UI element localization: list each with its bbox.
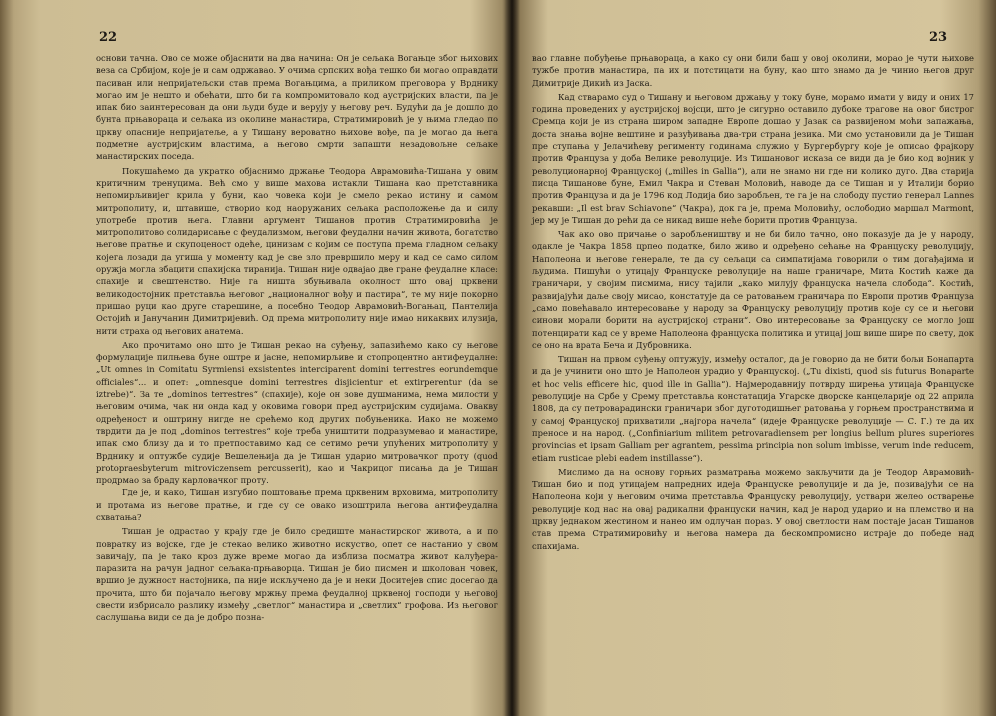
page-number: 22 [99, 30, 118, 45]
paragraph: Где је, и како, Тишан изгубио поштовање према црквеним врховима, митрополиту и протама из његове пратње, и где су се овако изоштрила његова антифеудална схватања? [96, 487, 498, 522]
paragraph: Чак ако ово причање о заробљеништву и не би било тачно, оно показује да је у народу, одакле је Чакра 1858 црпео податке, било живо и одређено сећање на Француску револуцију, Наполеона и његове генерале, те да су сељаци са симпатијама говорили о тим догађајима и људима. Пишући о утицају Француске револуције на наше граничаре, Мита Костић каже да граничари, у својим писмима, нису тајили „како милују француска начела слобода“. Костић, развијајући даље своју мисао, констатује да се ратовањем граничара по Европи против Француза „само повећавало интересовање у народу за Француску револуцију против које су се и његови синови морали борити на аустријској страни“. Ово интересовање за Француску се могло још потенцирати кад се у време Наполеона француска политика и утицај још више шире по свету, док се оно на врата Беча и Дубровника. [532, 229, 974, 350]
paragraph: Тишан на првом суђењу оптужују, између осталог, да је говорио да не бити бољи Бонапарта и да је учинити оно што је Наполеон урадио у Француској. („Tu dixisti, quod sis futurus Bonaparte et hoc velis efficere hic, quod ille in Gallia“). Најмеродавнију потврду ширења утицаја Француске револуције на Србе у Срему претставља констатација Угарске дворске канцеларије од 22 априла 1808, да су петроварадински граничари због дуготодишњег ратовања у горњем пространствима и у самој Француској прихватили „најгора начела“ (идеје Француске револуције — С. Г.) те да их преносе и на народ. („Confiniarium militem petrovaradiensem per longius bellum plures superiores provincias et ipsam Galliam per agrantem, pessima principia non solum imbisse, verum inde reducem, etiam rusticae plebi eadem instillasse“). [532, 354, 974, 463]
right-page [512, 0, 996, 716]
paragraph: Кад стварамо суд о Тишану и његовом држању у току буне, морамо имати у виду и оних 17 година проведених у аустријској војсци, што је сигурно оставило дубоке трагове на овог бистрог Сремца који је из страна широм западне Европе дошао у Јазак са развијеном моћи запажања, доста знања војне вештине и разуђивања два-три страна језика. Ми смо установили да је Тишан пре ступања у Јелачићеву регименту годинама служио у Бургербургу које је описао фрајкору против Француза у доба Велике револуције. Из Тишановог исказа се види да је био код војник у револуционарној Француској („milles in Gallia“), али не знамо ни где ни колико дуго. Два старија писца Тишанове буне, Емил Чакра и Стеван Моловић, наводе да се Тишан и у Италији борио против Француза и да је 1796 код Лодија био заробљен, те га је на слободу пустио генерал Lannes рекавши: „Il est brav Schiavone“ (Чакра), док га је, према Моловићу, ослободио маршал Marmont, јер му је Тишан до рећи да се никад више неће борити против Француза. [532, 91, 974, 225]
paragraph: Покушаћемо да укратко објаснимо држање Теодора Аврамовића-Тишана у овим критичним тренуцима. Већ смо у више махова истакли Тишана као претставника непомирљивијег крила у буни, као човека који је смело рекао истину и самом митрополиту, и, штавише, створио код наоружаних сељака расположење да и силу употребе против њега. Главни аргумент Тишанов против Стратимировића је митрополитово солидарисање с феудализмом, његови феудални начин живота, богатство његове пратње и скупоценост одеће, цинизам с којим се поступа према гладном сељаку којега лозади да угиша у моменту кад је све зло превршило меру и кад се само силом оружја могла збацити спахијска тиранија. Тишан није одвајао две гране феудалне класе: спахије и свештенство. Није га ништа збуњивала околност што овај црквени великодостојник претставља његовог „националног вођу и пастира“, те му није покорно пришао руци као друге старешине, а посебно Теодор Аврамовић-Вогањац, Пантелија Остојић и Јанучанин Димитријевић. Од према митрополиту није имао никаквих илузија, нити страха од његових анатема. [96, 165, 498, 336]
paragraph: Мислимо да на основу горњих разматрања можемо закључити да је Теодор Аврамовић-Тишан био и под утицајем напредних идеја Француске револуције и да је, позивајући се на Наполеона који у његовим очима претставља Француску револуцију, уствари желео остварење револуције код нас на овај радикални француски начин, кад је народ ударио и на племство и на цркву једнаком жестином и нанео им одлучан пораз. У овој светлости нам постаје јасан Тишанов став према Стратимировићу и његова намера да бескомпромисно истраје до победе над спахијама. [532, 466, 974, 551]
paragraph: Тишан је одрастао у крају где је било средиште манастирског живота, а и по повратку из војске, где је стекао велико животно искуство, опет се настанио у свом завичају, па је тако кроз дуже време могао да изблиза посматра живот калуђера-паразита на рачун јадног сељака-прњаворца. Тишан је био писмен и школован човек, вршио је дужност настојника, па није искључено да је и неки Доситејев спис досегао да прочита, што би појачало његову мржњу према феудалној црквеној господи у његовој свести избрисало разлику између „светлог“ манастира и „светлих“ грофова. Из његовог саслушања види се да је добро позна- [96, 526, 498, 623]
text-column [96, 52, 498, 624]
paragraph: вао главне побуђење прњавораца, а како су они били баш у овој околини, морао је чути њихове тужбе против манастира, па их и потстицати на буну, као што знамо да је чинио његов друг Димитрије Дикић из Јаска. [532, 53, 974, 88]
page-number: 23 [929, 30, 948, 45]
text-column [532, 52, 974, 552]
paragraph: основи тачна. Ово се може објаснити на два начина: Он је сељака Вогањце због њихових веза са Србијом, које је и сам одржавао. У очима српских вођа тешко би могао оправдати пасиван или непријатељски став према Вогањцима, а приликом преговора у Врднику могао им је нешто и обећати, што би га компромитовало код аустријских власти, па је ипак био заинтересован да они људи буде и верују у његову реч. Будући да је дошло до бунта прњавораца и сељака из околине манастира, Стратимировић је у њима гледао по цркву опасније непријатеље, а у Тишану вероватно њихове вође, па је могао да њега подметне аустријским властима, а његово смрти запашти незадовољне сељаке манастирских поседа. [96, 53, 498, 162]
paragraph: Ако прочитамо оно што је Тишан рекао на суђењу, запазићемо како су његове формулације пилњева буне оштре и јасне, непомирљиве и стопроцентно антифеудалне: „Ut omnes in Comitatu Syrmiensi exsistentes interciparent domini terrestres eorundemque officiales“... и опет: „omnesque domini terrestres disjicientur et extirperentur (da se iztrebe)“. За те „dominos terrestres“ (спахије), које он зове душманима, нема милости у његовим очима, чак ни онда кад у оковима говори пред аустријским судијама. Овакву одређеност и оштрину нигде не срећемо код других побуњеника. Иако не можемо тврдити да је под „dominos terrestres“ које треба уништити подразумевао и манастире, ипак смо близу да и то претпоставимо кад се сетимо речи упућених митрополиту у Врднику и оптужбе судије Вешелењија да је Тишан ударио митровачког проту (quod protopraesbyterum mitroviczensem percusserit), као и Чакрицог писања да је Тишан продрмао за браду карловачког проту. [96, 339, 498, 486]
